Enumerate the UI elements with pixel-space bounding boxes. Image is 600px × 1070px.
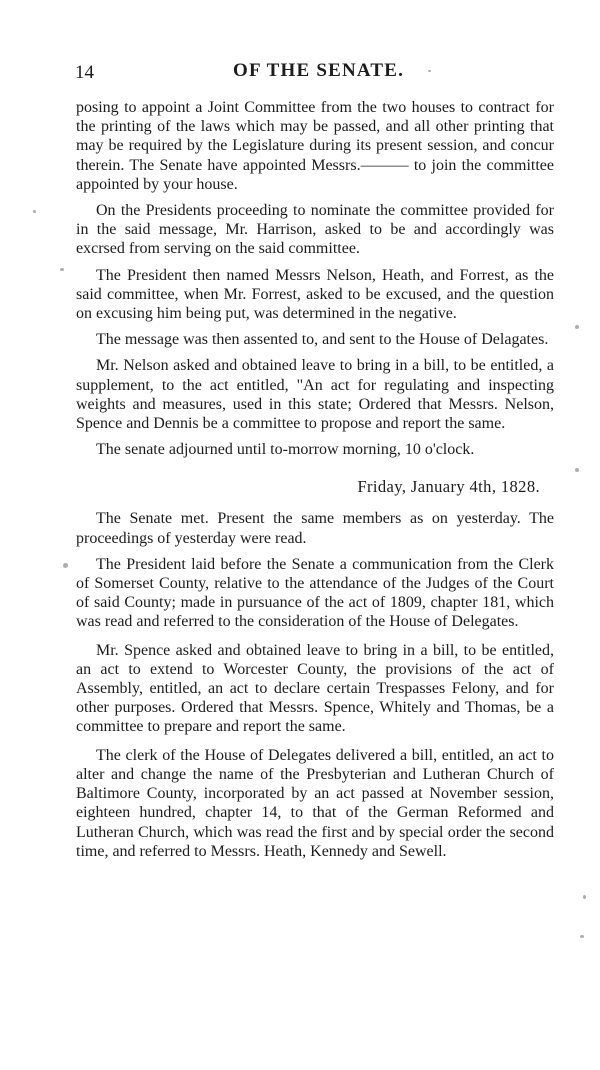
page-body [76,98,554,861]
paragraph-senate-met: The Senate met. Present the same members as on yesterday. The proceedings of yesterday were read. [76,510,554,547]
paragraph-somerset-communication: The President laid before the Senate a communication from the Clerk of Somerset County, relative to the attendance of the Judges of the Court of said County; made in pursuance of the act of 1809, chapter 181, which was read and referred to the consideration of the House of Delegates. [76,555,554,631]
page-number: 14 [75,62,94,83]
paper-speck [575,468,579,472]
paragraph-nomination: On the Presidents proceeding to nominate the committee provided for in the said message, Mr. Harrison, asked to be and accordingly was excrsed from serving on the said committee. [76,202,554,258]
paper-speck [575,325,579,329]
paragraph-adjourned: The senate adjourned until to-morrow morning, 10 o'clock. [96,441,475,459]
date-heading: Friday, January 4th, 1828. [357,477,540,497]
page-header [75,60,555,84]
paper-speck [63,563,68,568]
paper-speck [580,935,584,938]
paper-speck [60,268,64,271]
paper-speck [583,895,586,899]
paragraph-message-assented: The message was then assented to, and sent to the House of Delagates. [96,331,549,349]
running-title: OF THE SENATE. [233,60,405,81]
paragraph-continuation: posing to appoint a Joint Committee from the two houses to contract for the printing of the laws which may be passed, and all other printing that may be required by the Legislature during its present session, and concur therein. The Senate have appointed Messrs.——— to join the committee appointed by your house. [76,99,554,193]
paragraph-nelson-bill: Mr. Nelson asked and obtained leave to bring in a bill, to be entitled, a supplement, to the act entitled, "An act for regulating and inspecting weights and measures, used in this state; Ordered that Messrs. Nelson, Spence and Dennis be a committee to propose and report the same. [76,357,554,433]
paragraph-clerk-bill: The clerk of the House of Delegates delivered a bill, entitled, an act to alter and change the name of the Presbyterian and Lutheran Church of Baltimore County, incorporated by an act passed at November session, eighteen hundred, chapter 14, to that of the German Reformed and Lutheran Church, which was read the first and by special order the second time, and referred to Messrs. Heath, Kennedy and Sewell. [76,746,554,860]
paragraph-spence-bill: Mr. Spence asked and obtained leave to bring in a bill, to be entitled, an act to extend to Worcester County, the provisions of the act of Assembly, entitled, an act to declare certain Trespasses Felony, and for other purposes. Ordered that Messrs. Spence, Whitely and Thomas, be a committee to prepare and report the same. [76,641,554,736]
paper-speck [33,210,36,213]
paper-speck [428,70,431,72]
paragraph-committee-named: The President then named Messrs Nelson, Heath, and Forrest, as the said committee, when Mr. Forrest, asked to be excused, and the question on excusing him being put, was determined in the negative. [76,266,554,323]
